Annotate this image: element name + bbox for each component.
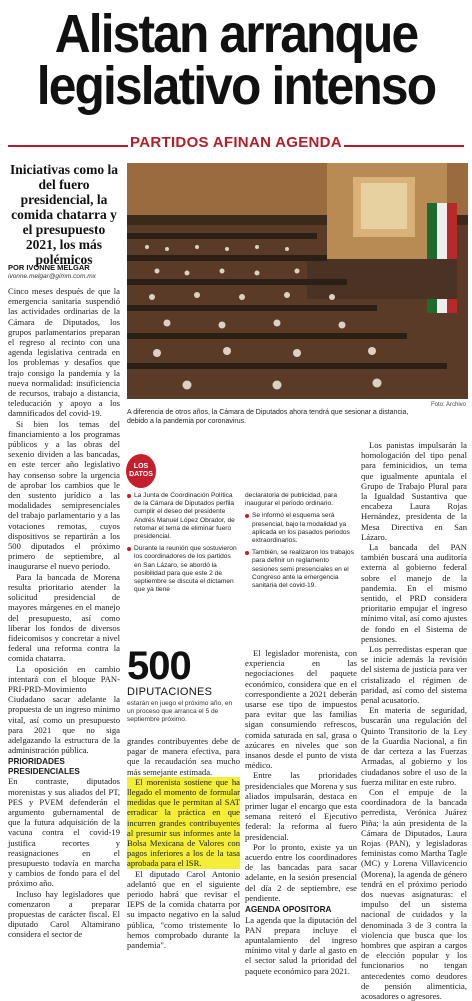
datos-item: Se informó el esquema será presencial, bajo la modalidad ya aplicada en los pasados periodos extraordinarios. xyxy=(245,512,356,545)
paragraph: Incluso hay legisladores que comenzaron a preparar propuestas de carácter fiscal. El diputado Carol Altamirano considera el sector de xyxy=(8,888,120,940)
bullet-dot-icon xyxy=(127,547,131,551)
datos-item: También, se realizaron los trabajos para definir un reglamento sesiones semi presenciales en el Congreso ante la emergencia sanitaria del covid-19. xyxy=(245,549,356,590)
stat-500 xyxy=(127,644,240,724)
datos-list-left xyxy=(127,492,239,598)
paragraph: Por lo pronto, existe ya un acuerdo entre los coordinadores de las bancadas para sacar adelante, en la sesión presencial del día 2 de septiembre, ese pendiente. xyxy=(245,841,357,903)
bullet-dot-icon xyxy=(245,551,249,555)
stat-label: DIPUTACIONES xyxy=(127,686,213,698)
kicker-row xyxy=(8,134,464,156)
paragraph: En contraste, diputados morenistas y sus aliados del PT, PES y PVEM defenderán el argumento gubernamental de que la futura adquisición de la vacuna contra el covid-19 justifica recortes y reasignaciones en el presupuesto todavía en marcha y cambios de fondo para el del próximo año. xyxy=(8,776,120,889)
paragraph: La bancada del PAN también buscará una auditoría externa al gobierno federal sobre el manejo de la pandemia. En el mismo sentido, el PRD considera prioritario empujar el ingreso mínimo vital, así como ajustes de fondo en el Sistema de pensiones. xyxy=(361,542,467,644)
column-3 xyxy=(245,648,357,976)
subhead-agenda-opositora: AGENDA OPOSITORA xyxy=(245,905,332,915)
bullet-dot-icon xyxy=(127,494,131,498)
los-datos-box xyxy=(123,440,356,638)
los-datos-badge: LOS DATOS xyxy=(126,454,156,488)
kicker: PARTIDOS AFINAN AGENDA xyxy=(130,134,342,151)
subhead-prioridades: PRIORIDADES PRESIDENCIALES xyxy=(8,757,80,776)
paragraph: El legislador morenista, con experiencia en las negociaciones del paquete económico, considera que en el correspondiente a 2021 deberán usarse ese tipo de impuestos para evitar que las familias sigan consumiendo refrescos, comida saturada en sal, grasa o azúcares en niveles que son insanos desde el punto de vista médico. xyxy=(245,648,357,771)
paragraph: El diputado Carol Antonio adelantó que en el siguiente periodo habrá que revisar el IEPS de la comida chatarra por su impacto negativo en la salud pública, "como tristemente lo hemos comprobado durante la pandemia". xyxy=(127,868,240,951)
datos-list-right xyxy=(245,492,356,594)
paragraph: Los panistas impulsarán la homologación del tipo penal para feminicidios, un tema que igualmente apuntala el Grupo de Trabajo Plural para la Igualdad Sustantiva que encabeza Laura Rojas Hernández, presidenta de la Mesa Directiva en San Lázaro. xyxy=(361,440,467,542)
paragraph: Los perredistas esperan que se inicie además la revisión del sistema de justicia para ver cristalizado el régimen de paridad, así como del sistema penal acusatorio. xyxy=(361,644,467,706)
highlighted-paragraph: El morenista sostiene que ha llegado el momento de formular medidas que le permitan al SAT erradicar la práctica en que incurren grandes contribuyentes al presumir sus informes ante la Bolsa Mexicana de Valores con pagos inferiores a los de la tasa aprobada para el ISR. xyxy=(127,776,240,869)
bullet-dot-icon xyxy=(245,514,249,518)
datos-item: Durante la reunión que sostuvieron los coordinadores de los partidos en San Lázaro, se abordó la posibilidad para que este 2 de septiembre se discuta el dictamen que ya tiene xyxy=(127,545,239,594)
stat-number: 500 xyxy=(127,644,191,688)
author-byline: POR IVONNE MELGAR xyxy=(8,263,90,272)
paragraph: En materia de seguridad, buscarán una regulación del Quinto Transitorio de la Ley de la Guardia Nacional, a fin de dar certeza a las Fuerzas Armadas, al gobierno y los ciudadanos sobre el uso de la fuerza militar en este rubro. xyxy=(361,705,467,787)
paragraph: grandes contribuyentes debe de pagar de manera efectiva, para que la recaudación sea mucho más semejante estimada. xyxy=(127,736,240,777)
paragraph: Cinco meses después de que la emergencia sanitaria suspendió las actividades ordinarias de la Cámara de Diputados, los grupos parlamentarios preparan el regreso al recinto con una agenda legislativa centrada en los problemas y desafíos que trajo consigo la pandemia y la nueva normalidad: insuficiencia de recursos, trabajo a distancia, teleducación y apoyo a los damnificados del covid-19. xyxy=(8,286,120,419)
datos-item-continued: declaratoria de publicidad, para inaugurar el periodo ordinario. xyxy=(245,492,338,508)
author-email: ivonne.melgar@gimm.com.mx xyxy=(8,273,96,280)
chamber-illustration xyxy=(127,163,468,399)
column-4 xyxy=(361,440,467,1001)
photo-credit: Foto: Archivo xyxy=(430,402,466,408)
stat-description: estarán en juego el próximo año, en un proceso que arranca el 5 de septiembre próximo. xyxy=(127,700,233,723)
column-2 xyxy=(127,736,240,950)
paragraph: Entre las prioridades presidenciales que Morena y sus aliados impulsarán, destaca en primer lugar el encargo que esta semana reiteró el Ejecutivo federal: la reforma al fuero presidencial. xyxy=(245,770,357,842)
column-1 xyxy=(8,286,120,940)
paragraph: La oposición en cambio intentará con el bloque PAN-PRI-PRD-Movimiento Ciudadano sacar adelante la propuesta de un ingreso mínimo vital, así como un presupuesto para 2021 que no siga adelgazando la estructura de la administración pública. xyxy=(8,663,120,756)
photo-caption: A diferencia de otros años, la Cámara de Diputados ahora tendrá que sesionar a distancia, debido a la pandemia por coronavirus. xyxy=(127,409,409,425)
paragraph: Con el empuje de la coordinadora de la bancada perredista, Verónica Juárez Piña; la aún presidenta de la Cámara de Diputados, Laura Rojas (PAN), y legisladoras feministas como Martha Tagle (MC) y Lorena Villavicencio (Morena), la agenda de género tendrá en el próximo periodo dos nuevas asignaturas: el impulso del un sistema nacional de cuidados y la denominada 3 de 3 contra la violencia que busca que los hombres que aspiran a cargos de elección popular y los funcionarios no tengan antecedentes como deudores de pensión alimenticia, acosadores o agresores. xyxy=(361,786,467,1001)
deck: Iniciativas como la del fuero presidencial, la comida chatarra y el presupuesto 2021, los más polémicos xyxy=(10,162,118,267)
paragraph: Para la bancada de Morena resulta prioritario atender la solicitud presidencial de mayores márgenes en el manejo del presupuesto, así como liberar los fondos de diversos fideicomisos y concretar a nivel federal una reforma contra la comida chatarra. xyxy=(8,571,120,664)
paragraph: Si bien los temas del financiamiento a los programas públicos y a las obras del sexenio dividen a las bancadas, en este tercer año legislativo hay consenso sobre la urgencia de aprobar los cambios que le den sustento jurídico a las modalidades semipresenciales del trabajo parlamentario y a las votaciones remotas, cuyos dispositivos se repartirán a los 500 diputados el próximo primero de septiembre, al inaugurarse el nuevo periodo. xyxy=(8,418,120,572)
chamber-photo xyxy=(127,163,468,399)
datos-item: La Junta de Coordinación Política de la Cámara de Diputados perfila cumplir el deseo del presidente Andrés Manuel López Obrador, de retomar el tema de eliminar fuero presidencial. xyxy=(127,492,239,541)
paragraph: La agenda que la diputación del PAN prepara incluye el apuntalamiento del ingreso mínimo vital y darle al gasto en el sector salud la prioridad del paquete económico para 2021. xyxy=(245,914,357,976)
headline: Alistan arranque legislativo intenso xyxy=(36,4,436,116)
